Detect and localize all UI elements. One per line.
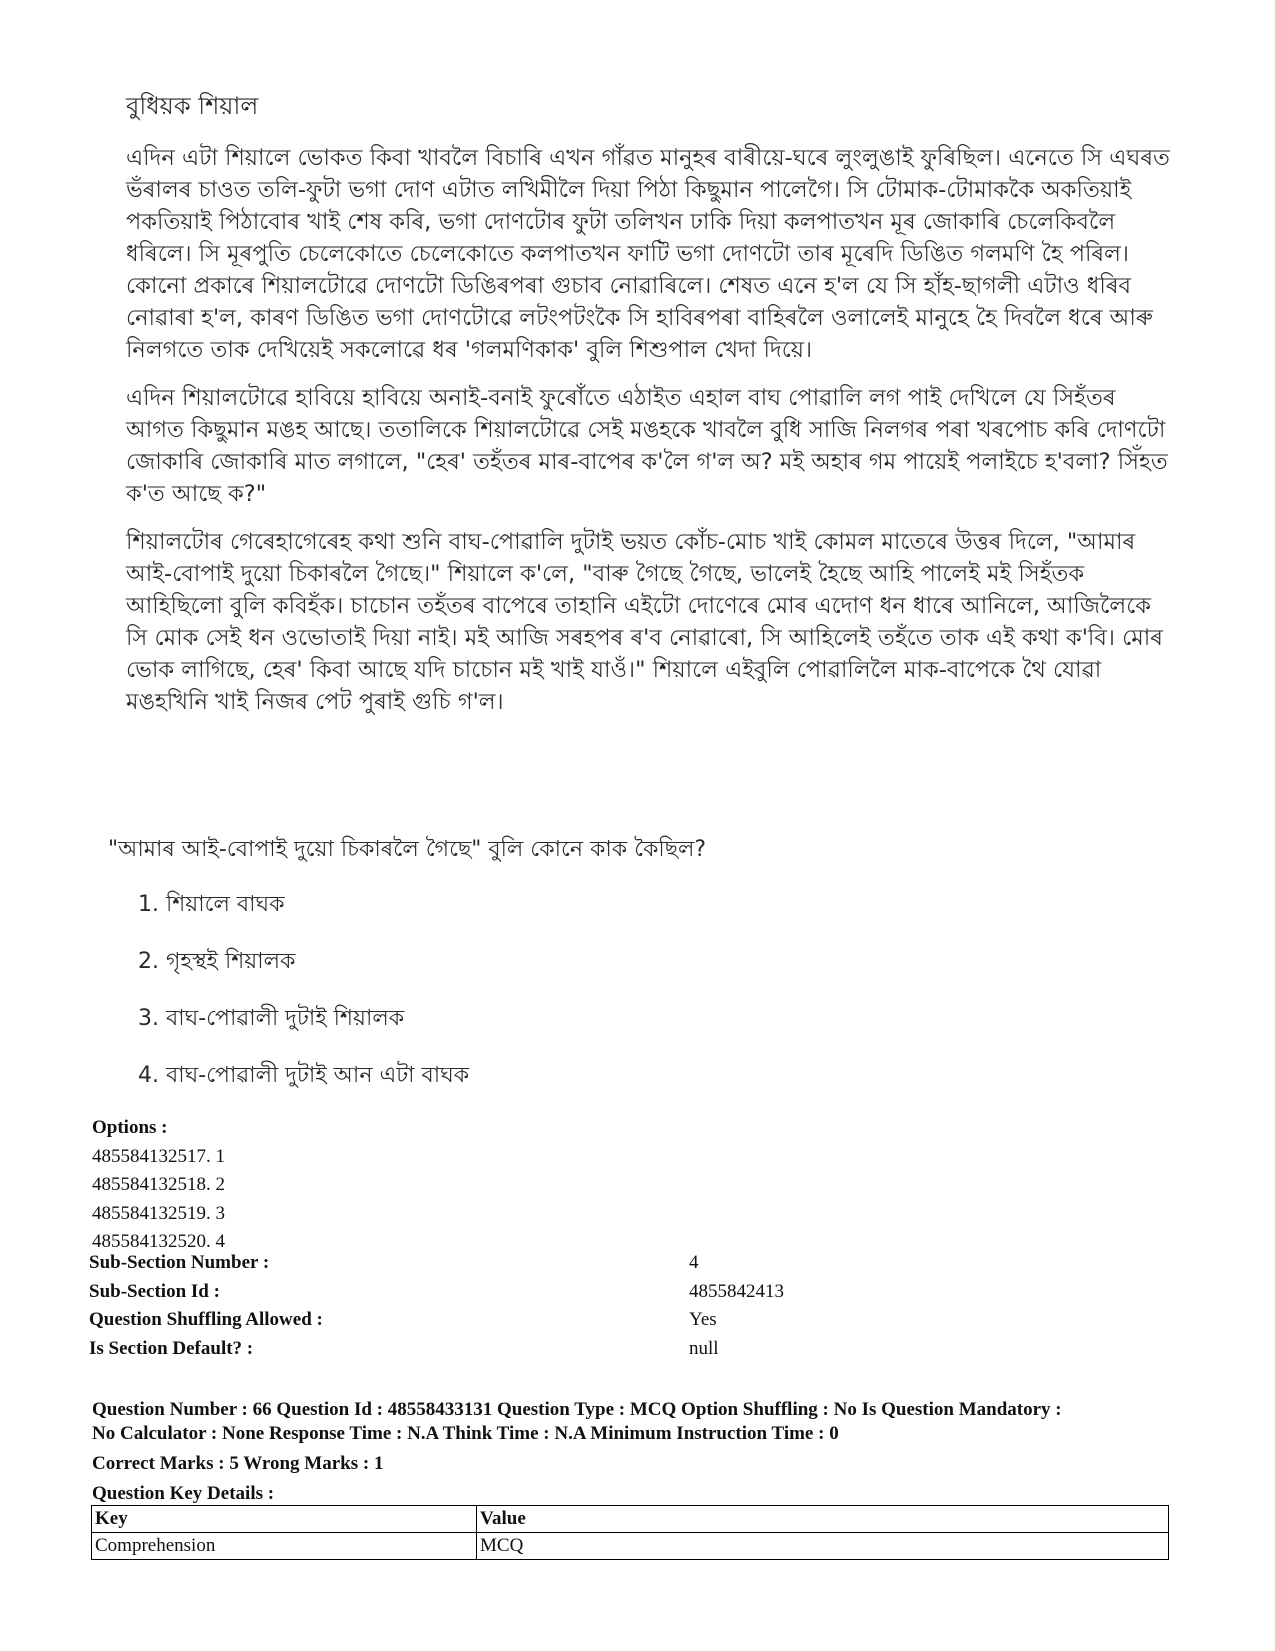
passage-paragraph-2: এদিন শিয়ালটোৱে হাবিয়ে হাবিয়ে অনাই-বনাই ফুৰোঁতে এঠাইত এহাল বাঘ পোৱালি লগ পাই দেখিলে যে সিহঁতৰ আগত কিছুমান মঙহ আছে। ততালিকে শিয়ালটোৱে সেই মঙহকে খাবলৈ বুধি সাজি নিলগৰ পৰা খৰপোচ কৰি দোণটো জোকাৰি জোকাৰি মাত লগালে, "হেৰ' তহঁতৰ মাৰ-বাপেৰ ক'লৈ গ'ল অ? মই অহাৰ গম পায়েই পলাইচে হ'বলা? সিঁহত ক'ত আছে ক?" xyxy=(126,385,1168,507)
key-details-table xyxy=(91,1505,1169,1560)
options-heading: Options : xyxy=(92,1117,168,1138)
table-cell: Comprehension xyxy=(92,1533,477,1560)
option-item: 485584132519. 3 xyxy=(92,1202,225,1224)
table-cell: MCQ xyxy=(477,1533,1169,1560)
column-header-key: Key xyxy=(92,1506,477,1533)
meta-key: Sub-Section Id : xyxy=(89,1280,220,1302)
choice-4: 4. বাঘ-পোৱালী দুটাই আন এটা বাঘক xyxy=(138,1063,470,1088)
column-header-value: Value xyxy=(477,1506,1169,1533)
choice-1: 1. শিয়ালে বাঘক xyxy=(138,892,285,917)
table-row xyxy=(89,1338,784,1367)
meta-key: Sub-Section Number : xyxy=(89,1252,270,1273)
table-row xyxy=(89,1309,784,1338)
choice-list xyxy=(108,887,1158,1115)
passage-paragraph-3: শিয়ালটোৰ গেৰেহাগেৰেহ কথা শুনি বাঘ-পোৱালি দুটাই ভয়ত কোঁচ-মোচ খাই কোমল মাতেৰে উত্তৰ দিলে, "আমাৰ আই-বোপাই দুয়ো চিকাৰলৈ গৈছে।" শিয়ালে ক'লে, "বাৰু গৈছে গৈছে, ভালেই হৈছে আহি পালেই মই সিহঁতক আহিছিলো বুলি কবিহঁক। চাচোন তহঁতৰ বাপেৰে তাহানি এইটো দোণেৰে মোৰ এদোণ ধন ধাৰে আনিলে, আজিলৈকে সি মোক সেই ধন ওভোতাই দিয়া নাই। মই আজি সৰহপৰ ৰ'ব নোৱাৰো, সি আহিলেই তহঁতে তাক এই কথা ক'বি। মোৰ ভোক লাগিছে, হেৰ' কিবা আছে যদি চাচোন মই খাই যাওঁ।" শিয়ালে এইবুলি পোৱালিলৈ মাক-বাপেকে থৈ যোৱা মঙহখিনি খাই নিজৰ পেট পুৰাই গুচি গ'ল। xyxy=(126,529,1163,715)
table-row xyxy=(89,1252,784,1281)
choice-3: 3. বাঘ-পোৱালী দুটাই শিয়ালক xyxy=(138,1006,405,1031)
meta-key: Is Section Default? : xyxy=(89,1337,254,1359)
meta-key: Question Shuffling Allowed : xyxy=(89,1309,323,1330)
passage xyxy=(126,88,1176,734)
subsection-table xyxy=(89,1252,784,1366)
passage-paragraph-1: এদিন এটা শিয়ালে ভোকত কিবা খাবলৈ বিচাৰি এখন গাঁৱত মানুহৰ বাৰীয়ে-ঘৰে লুংলুঙাই ফুৰিছিল। এনেতে সি এঘৰত ভঁৰালৰ চাওত তলি-ফুটা ভগা দোণ এটাত লখিমীলৈ দিয়া পিঠা কিছুমান পালেগৈ। সি টোমাক-টোমাককৈ অকতিয়াই পকতিয়াই পিঠাবোৰ খাই শেষ কৰি, ভগা দোণটোৰ ফুটা তলিখন ঢাকি দিয়া কলপাতখন মূৰ জোকাৰি চেলেকিবলৈ ধৰিলে। সি মূৰপুতি চেলেকোতে চেলেকোতে কলপাতখন ফাটি ভগা দোণটো তাৰ মূৰেদি ডিঙিত গলমণি হৈ পৰিল। কোনো প্ৰকাৰে শিয়ালটোৱে দোণটো ডিঙিৰপৰা গুচাব নোৱাৰিলে। শেষত এনে হ'ল যে সি হাঁহ-ছাগলী এটাও ধৰিব নোৱাৰা হ'ল, কাৰণ ডিঙিত ভগা দোণটোৱে লটংপটংকৈ সি হাবিৰপৰা বাহিৰলৈ ওলালেই মানুহে হৈ দিবলৈ ধৰে আৰু নিলগতে তাক দেখিয়েই সকলোৱে ধৰ 'গলমণিকাক' বুলি শিশুপাল খেদা দিয়ে। xyxy=(126,145,1170,363)
question-text: "আমাৰ আই-বোপাই দুয়ো চিকাৰলৈ গৈছে" বুলি কোনে কাক কৈছিল? xyxy=(108,837,707,862)
question-info xyxy=(92,1398,1192,1506)
table-row xyxy=(89,1281,784,1310)
question-info-line2: No Calculator : None Response Time : N.A Think Time : N.A Minimum Instruction Time : 0 xyxy=(92,1423,839,1444)
passage-title: বুধিয়ক শিয়াল xyxy=(126,92,259,120)
choice-2: 2. গৃহস্থই শিয়ালক xyxy=(138,949,296,974)
question-info-line1: Question Number : 66 Question Id : 48558433131 Question Type : MCQ Option Shuffling : No Is Question Mandatory : xyxy=(92,1399,1062,1420)
option-item: 485584132518. 2 xyxy=(92,1174,225,1195)
key-details-label: Question Key Details : xyxy=(92,1483,275,1504)
question xyxy=(108,832,1158,1115)
option-item: 485584132520. 4 xyxy=(92,1231,225,1252)
table-row xyxy=(92,1533,1169,1560)
meta-value: Yes xyxy=(689,1309,717,1330)
meta-value: 4 xyxy=(689,1252,699,1273)
options xyxy=(92,1114,225,1257)
meta-value: 4855842413 xyxy=(689,1280,784,1302)
option-item: 485584132517. 1 xyxy=(92,1145,225,1167)
table-header-row xyxy=(92,1506,1169,1533)
marks-line: Correct Marks : 5 Wrong Marks : 1 xyxy=(92,1453,384,1474)
meta-value: null xyxy=(689,1337,719,1359)
